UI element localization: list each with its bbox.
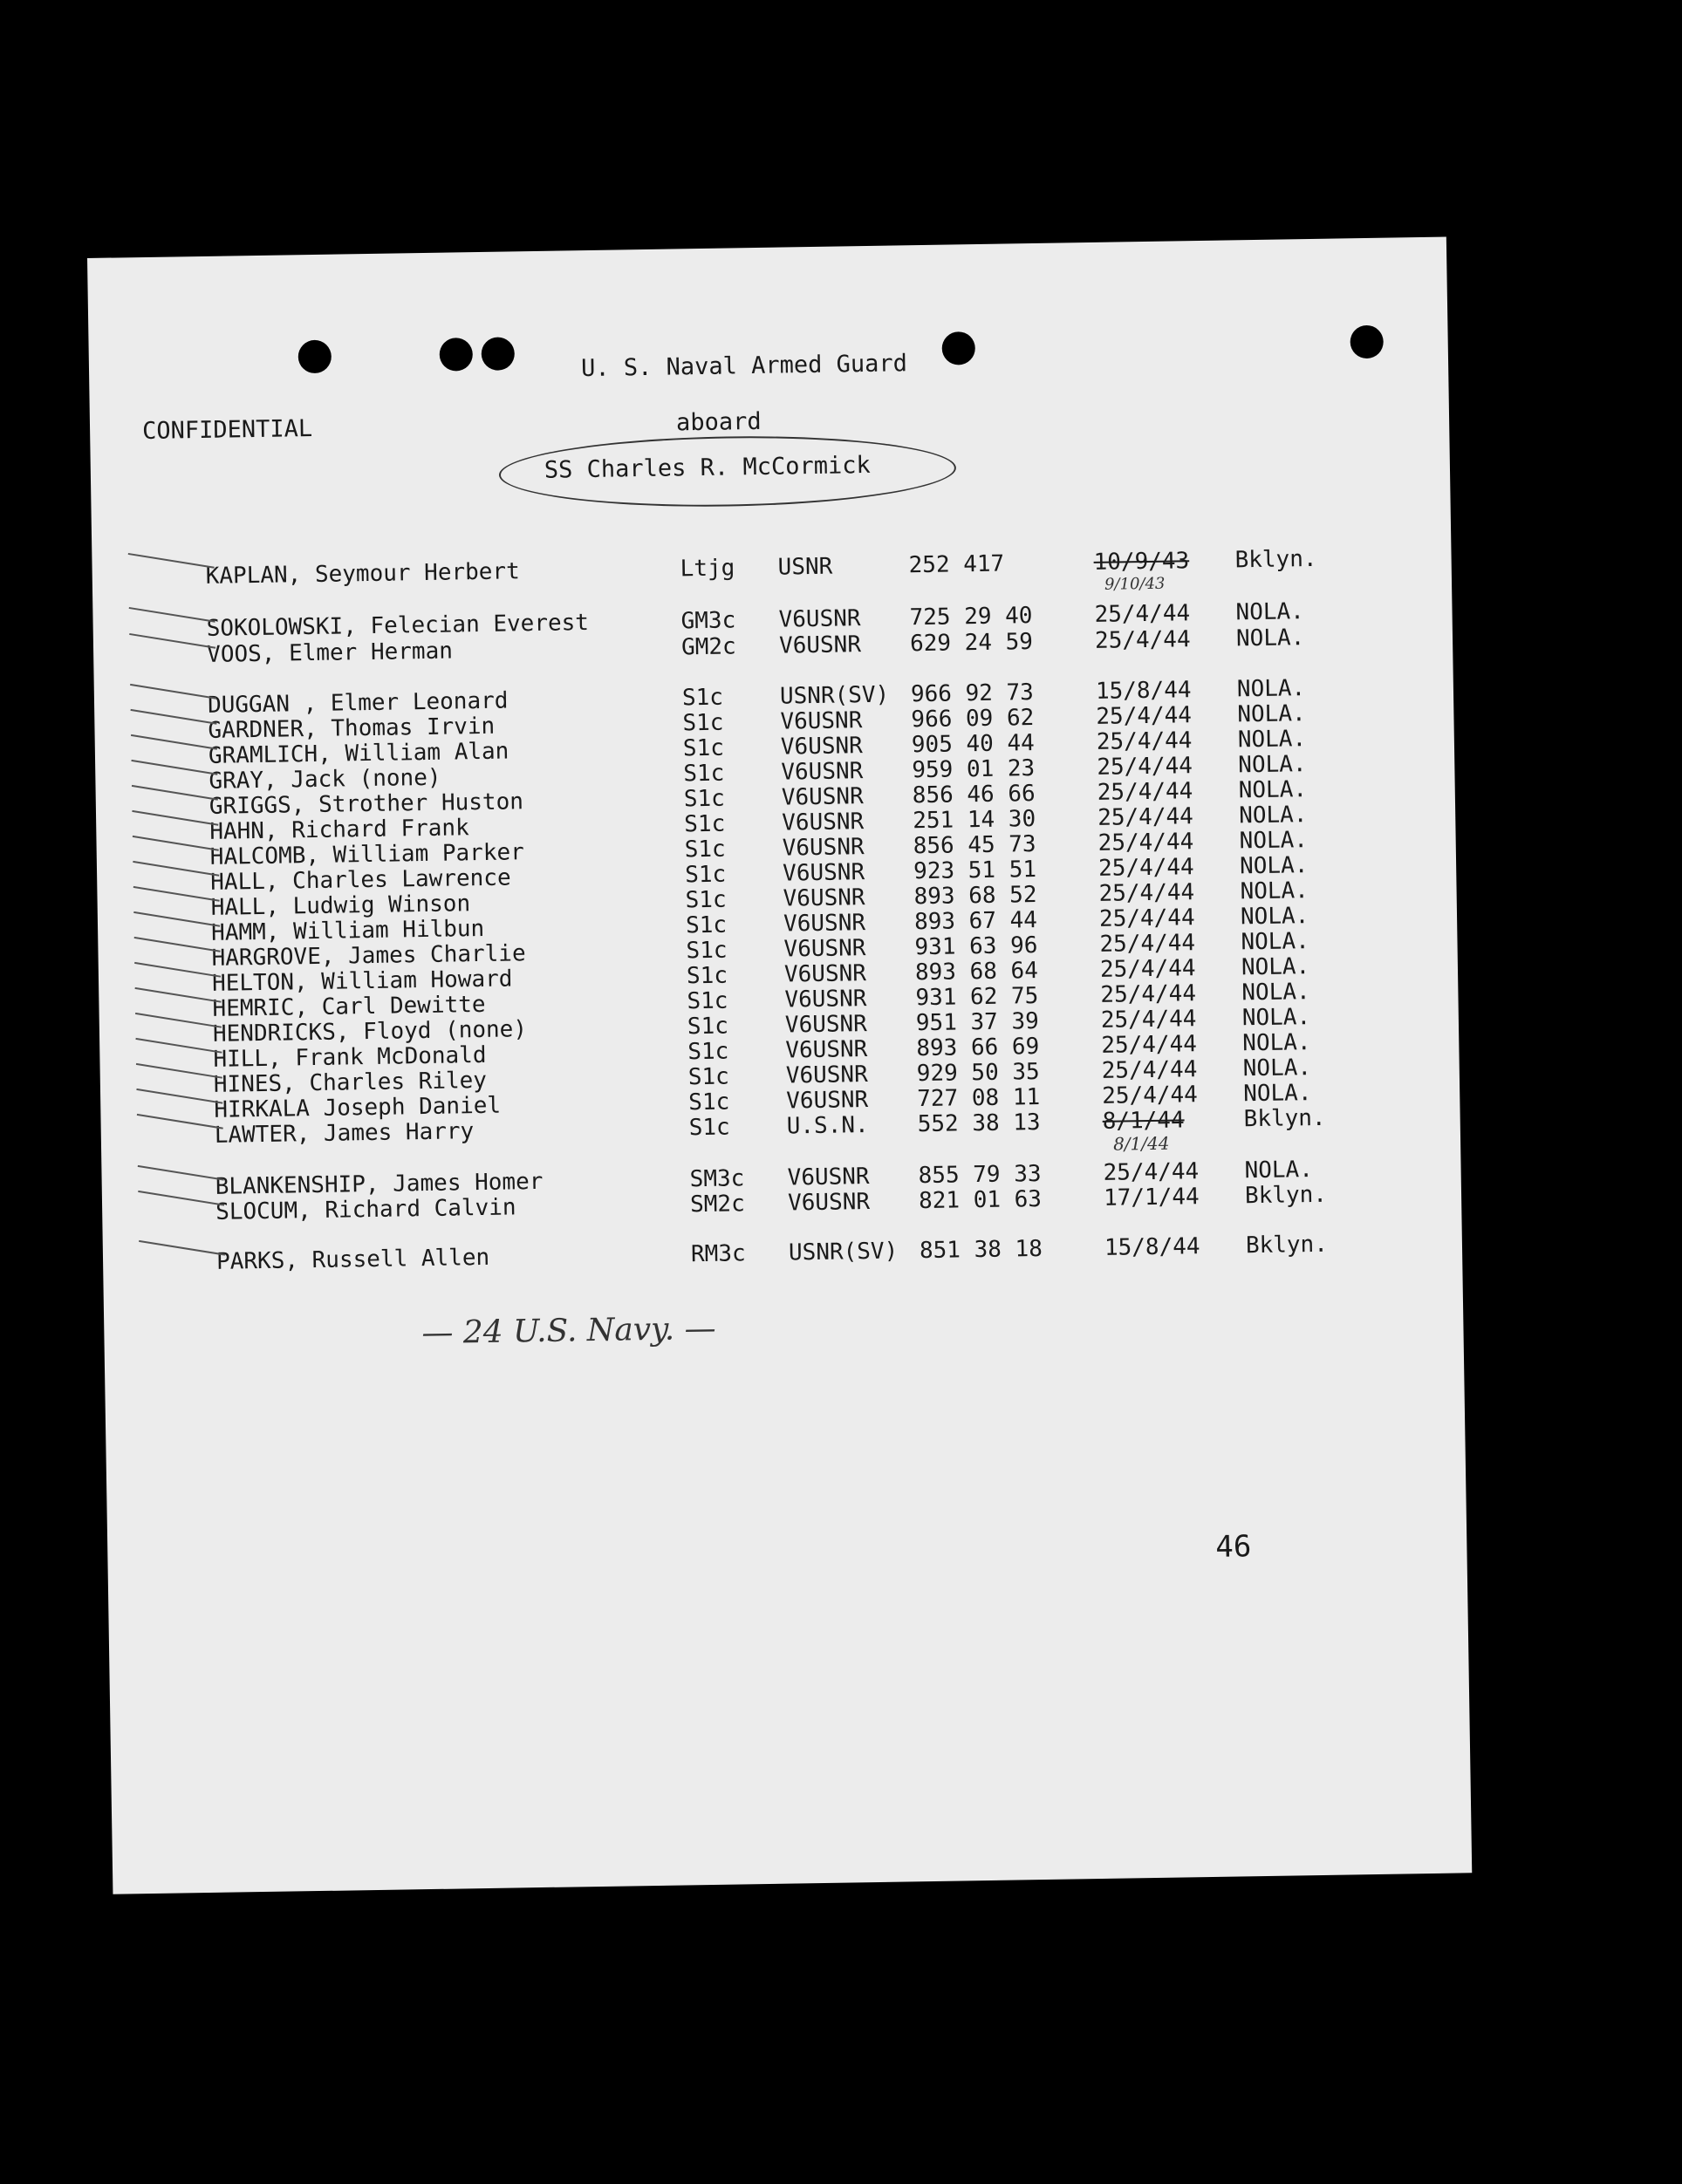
crew-service-number: 629 24 59 bbox=[909, 629, 1034, 658]
crew-date: 25/4/44 bbox=[1096, 702, 1193, 730]
crew-name: HALL, Ludwig Winson bbox=[210, 891, 471, 921]
crew-branch: V6USNR bbox=[783, 935, 866, 963]
crew-name: PARKS, Russell Allen bbox=[215, 1244, 490, 1275]
crew-port: NOLA. bbox=[1239, 827, 1309, 855]
crew-date: 25/4/44 bbox=[1094, 600, 1191, 628]
crew-service-number: 552 38 13 bbox=[917, 1109, 1041, 1138]
crew-rate: RM3c bbox=[690, 1240, 746, 1268]
title-line-1: U. S. Naval Armed Guard bbox=[580, 350, 908, 383]
crew-rate: S1c bbox=[686, 937, 728, 965]
crew-name: SOKOLOWSKI, Felecian Everest bbox=[206, 610, 590, 642]
crew-name: HAMM, William Hilbun bbox=[210, 915, 485, 946]
document-page bbox=[87, 237, 1472, 1894]
crew-date: 25/4/44 bbox=[1101, 1031, 1198, 1059]
page-number: 46 bbox=[1215, 1529, 1252, 1565]
crew-rate: GM3c bbox=[680, 607, 736, 635]
crew-date: 10/9/43 bbox=[1093, 548, 1190, 576]
crew-branch: V6USNR bbox=[782, 809, 865, 836]
crew-service-number: 821 01 63 bbox=[918, 1185, 1043, 1215]
ship-name: SS Charles R. McCormick bbox=[544, 451, 871, 484]
crew-rate: S1c bbox=[685, 886, 727, 914]
crew-branch: U.S.N. bbox=[786, 1112, 869, 1140]
crew-date: 25/4/44 bbox=[1094, 626, 1191, 654]
crew-branch: USNR(SV) bbox=[779, 681, 890, 710]
crew-port: NOLA. bbox=[1240, 877, 1309, 905]
crew-rate: S1c bbox=[687, 1038, 729, 1066]
crew-name: DUGGAN , Elmer Leonard bbox=[207, 687, 509, 719]
crew-rate: Ltjg bbox=[680, 555, 735, 583]
crew-name: HINES, Charles Riley bbox=[213, 1067, 488, 1098]
crew-rate: GM2c bbox=[680, 633, 736, 661]
crew-name: SLOCUM, Richard Calvin bbox=[215, 1194, 516, 1225]
crew-rate: S1c bbox=[682, 709, 724, 737]
crew-port: NOLA. bbox=[1241, 979, 1310, 1007]
crew-service-number: 905 40 44 bbox=[911, 730, 1035, 759]
crew-name: HENDRICKS, Floyd (none) bbox=[212, 1016, 528, 1048]
crew-service-number: 931 62 75 bbox=[915, 982, 1039, 1012]
crew-name: HALCOMB, William Parker bbox=[209, 839, 525, 870]
title-line-2: aboard bbox=[675, 407, 762, 437]
crew-date: 25/4/44 bbox=[1103, 1158, 1200, 1186]
crew-service-number: 725 29 40 bbox=[909, 603, 1033, 631]
crew-service-number: 856 45 73 bbox=[913, 831, 1036, 860]
crew-rate: S1c bbox=[686, 962, 728, 990]
crew-port: Bklyn. bbox=[1243, 1104, 1326, 1133]
crew-date: 25/4/44 bbox=[1099, 955, 1196, 983]
crew-service-number: 252 417 bbox=[908, 550, 1005, 579]
crew-name: GARDNER, Thomas Irvin bbox=[208, 713, 496, 744]
handwritten-date-correction: 8/1/44 bbox=[1112, 1132, 1170, 1155]
crew-rate: S1c bbox=[684, 810, 726, 838]
crew-port: NOLA. bbox=[1237, 700, 1306, 728]
crew-service-number: 893 66 69 bbox=[916, 1033, 1040, 1062]
crew-port: NOLA. bbox=[1236, 675, 1306, 703]
crew-service-number: 855 79 33 bbox=[918, 1160, 1042, 1190]
crew-name: HALL, Charles Lawrence bbox=[210, 864, 511, 896]
punch-hole bbox=[298, 340, 332, 374]
crew-service-number: 931 63 96 bbox=[914, 932, 1038, 961]
crew-branch: V6USNR bbox=[782, 859, 865, 887]
crew-date: 25/4/44 bbox=[1098, 904, 1195, 932]
crew-date: 25/4/44 bbox=[1101, 1056, 1198, 1084]
crew-port: NOLA. bbox=[1241, 1004, 1311, 1032]
crew-date: 25/4/44 bbox=[1100, 980, 1197, 1008]
crew-name: VOOS, Elmer Herman bbox=[206, 638, 454, 668]
crew-port: NOLA. bbox=[1242, 1054, 1312, 1082]
crew-date: 25/4/44 bbox=[1097, 854, 1194, 882]
crew-rate: S1c bbox=[683, 760, 725, 788]
crew-name: LAWTER, James Harry bbox=[214, 1118, 475, 1149]
crew-rate: S1c bbox=[685, 911, 728, 939]
crew-branch: V6USNR bbox=[784, 1011, 868, 1039]
crew-branch: V6USNR bbox=[787, 1189, 871, 1217]
crew-service-number: 727 08 11 bbox=[917, 1083, 1041, 1113]
crew-name: HEMRIC, Carl Dewitte bbox=[212, 991, 486, 1022]
crew-rate: S1c bbox=[684, 836, 726, 863]
crew-date: 25/4/44 bbox=[1100, 1006, 1197, 1034]
crew-date: 25/4/44 bbox=[1098, 879, 1195, 907]
crew-name: HARGROVE, James Charlie bbox=[211, 940, 526, 972]
crew-service-number: 966 09 62 bbox=[911, 705, 1035, 734]
crew-branch: V6USNR bbox=[785, 1036, 868, 1064]
crew-branch: V6USNR bbox=[782, 834, 865, 862]
crew-port: Bklyn. bbox=[1234, 545, 1317, 574]
crew-date: 25/4/44 bbox=[1097, 829, 1194, 857]
classification-label: CONFIDENTIAL bbox=[141, 414, 313, 446]
crew-branch: USNR bbox=[777, 553, 833, 581]
crew-date: 25/4/44 bbox=[1097, 778, 1193, 806]
crew-service-number: 923 51 51 bbox=[913, 856, 1037, 885]
crew-rate: S1c bbox=[687, 1013, 729, 1041]
crew-name: GRIGGS, Strother Huston bbox=[209, 788, 524, 820]
crew-branch: V6USNR bbox=[787, 1164, 870, 1191]
crew-branch: V6USNR bbox=[781, 783, 864, 811]
crew-port: NOLA. bbox=[1238, 802, 1308, 829]
crew-port: NOLA. bbox=[1242, 1080, 1312, 1108]
crew-name: HIRKALA Joseph Daniel bbox=[214, 1092, 502, 1123]
crew-date: 8/1/44 bbox=[1102, 1107, 1185, 1135]
crew-date: 15/8/44 bbox=[1104, 1233, 1200, 1261]
crew-port: NOLA. bbox=[1235, 598, 1305, 626]
crew-port: NOLA. bbox=[1238, 776, 1308, 804]
crew-rate: S1c bbox=[684, 861, 727, 889]
crew-rate: S1c bbox=[681, 684, 724, 712]
crew-date: 25/4/44 bbox=[1102, 1082, 1199, 1109]
crew-date: 25/4/44 bbox=[1096, 727, 1193, 755]
crew-date: 25/4/44 bbox=[1097, 803, 1194, 831]
crew-port: NOLA. bbox=[1241, 953, 1310, 981]
crew-rate: SM2c bbox=[689, 1191, 745, 1218]
crew-branch: V6USNR bbox=[781, 758, 864, 786]
crew-port: Bklyn. bbox=[1244, 1181, 1328, 1210]
crew-port: NOLA. bbox=[1242, 1029, 1311, 1057]
crew-port: NOLA. bbox=[1244, 1157, 1314, 1184]
handwritten-date-correction: 9/10/43 bbox=[1104, 574, 1166, 594]
crew-service-number: 966 92 73 bbox=[910, 679, 1035, 708]
punch-hole bbox=[481, 337, 515, 371]
crew-service-number: 929 50 35 bbox=[916, 1058, 1040, 1088]
crew-branch: V6USNR bbox=[786, 1087, 869, 1115]
crew-branch: V6USNR bbox=[780, 733, 864, 761]
crew-service-number: 959 01 23 bbox=[912, 755, 1036, 784]
crew-port: Bklyn. bbox=[1245, 1231, 1329, 1259]
crew-name: GRAY, Jack (none) bbox=[209, 764, 441, 795]
crew-rate: S1c bbox=[687, 987, 728, 1015]
crew-port: NOLA. bbox=[1239, 852, 1309, 880]
crew-branch: V6USNR bbox=[784, 986, 867, 1014]
crew-name: HILL, Frank McDonald bbox=[213, 1041, 487, 1073]
crew-rate: S1c bbox=[687, 1063, 730, 1091]
crew-rate: SM3c bbox=[689, 1165, 745, 1193]
crew-port: NOLA. bbox=[1241, 928, 1309, 956]
crew-date: 25/4/44 bbox=[1099, 930, 1196, 958]
handwritten-total: — 24 U.S. Navy. — bbox=[421, 1310, 716, 1352]
crew-date: 17/1/44 bbox=[1103, 1184, 1200, 1211]
punch-hole bbox=[439, 338, 473, 372]
crew-branch: V6USNR bbox=[780, 707, 863, 735]
crew-date: 15/8/44 bbox=[1095, 677, 1192, 705]
crew-service-number: 856 46 66 bbox=[912, 781, 1036, 809]
crew-service-number: 951 37 39 bbox=[915, 1007, 1040, 1037]
crew-rate: S1c bbox=[688, 1089, 730, 1116]
crew-row bbox=[92, 544, 1401, 591]
crew-rate: S1c bbox=[683, 785, 726, 813]
crew-branch: V6USNR bbox=[778, 631, 862, 659]
crew-service-number: 251 14 30 bbox=[913, 806, 1036, 835]
crew-name: HELTON, William Howard bbox=[211, 966, 513, 997]
crew-service-number: 893 68 52 bbox=[913, 881, 1037, 911]
crew-name: BLANKENSHIP, James Homer bbox=[215, 1168, 544, 1200]
crew-rate: S1c bbox=[688, 1114, 730, 1142]
crew-name: GRAMLICH, William Alan bbox=[208, 738, 509, 769]
crew-date: 25/4/44 bbox=[1097, 753, 1193, 781]
crew-branch: V6USNR bbox=[785, 1061, 868, 1089]
crew-row bbox=[103, 1230, 1412, 1277]
crew-name: HAHN, Richard Frank bbox=[209, 815, 469, 845]
crew-branch: USNR(SV) bbox=[788, 1238, 899, 1266]
crew-branch: V6USNR bbox=[778, 605, 861, 633]
punch-hole bbox=[1350, 325, 1384, 359]
crew-branch: V6USNR bbox=[783, 884, 865, 912]
crew-port: NOLA. bbox=[1238, 751, 1307, 779]
crew-service-number: 851 38 18 bbox=[919, 1235, 1043, 1265]
crew-port: NOLA. bbox=[1235, 624, 1305, 652]
crew-rate: S1c bbox=[682, 734, 725, 762]
crew-service-number: 893 68 64 bbox=[914, 957, 1039, 986]
crew-port: NOLA. bbox=[1240, 903, 1309, 931]
crew-branch: V6USNR bbox=[783, 960, 867, 988]
crew-branch: V6USNR bbox=[783, 910, 866, 938]
crew-port: NOLA. bbox=[1237, 726, 1307, 754]
crew-name: KAPLAN, Seymour Herbert bbox=[205, 558, 520, 590]
punch-hole bbox=[941, 331, 975, 365]
crew-service-number: 893 67 44 bbox=[913, 906, 1038, 936]
